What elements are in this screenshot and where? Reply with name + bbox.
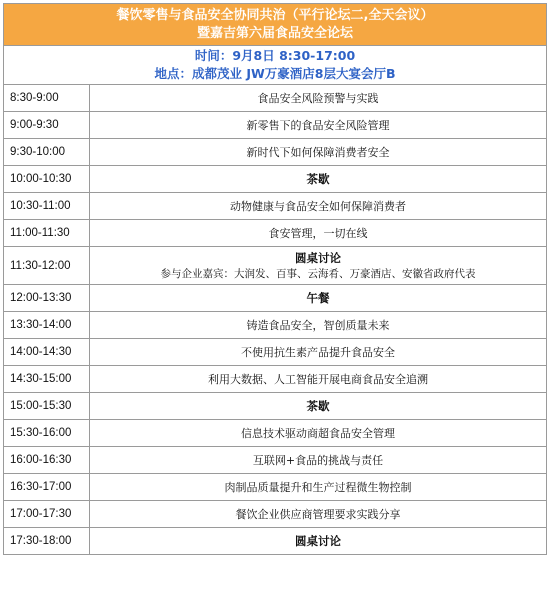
slot-time: 15:30-16:00	[4, 420, 90, 447]
schedule-row	[4, 501, 547, 528]
slot-topic: 新时代下如何保障消费者安全	[90, 139, 547, 166]
agenda-table	[3, 3, 547, 555]
slot-topic: 圆桌讨论	[295, 251, 341, 265]
schedule-row	[4, 312, 547, 339]
schedule-row	[4, 85, 547, 112]
schedule-row	[4, 112, 547, 139]
schedule-row	[4, 447, 547, 474]
schedule-row	[4, 420, 547, 447]
slot-topic: 动物健康与食品安全如何保障消费者	[90, 193, 547, 220]
info-row	[4, 46, 547, 85]
slot-topic: 圆桌讨论	[90, 528, 547, 555]
slot-time: 10:00-10:30	[4, 166, 90, 193]
slot-topic: 不使用抗生素产品提升食品安全	[90, 339, 547, 366]
header-row	[4, 4, 547, 46]
schedule-row	[4, 139, 547, 166]
event-info	[4, 46, 547, 85]
schedule-row-panel	[4, 528, 547, 555]
slot-time: 9:30-10:00	[4, 139, 90, 166]
slot-time: 11:00-11:30	[4, 220, 90, 247]
slot-topic: 互联网+食品的挑战与责任	[90, 447, 547, 474]
slot-time: 11:30-12:00	[4, 247, 90, 285]
schedule-row	[4, 339, 547, 366]
panel-guests: 参与企业嘉宾：大润发、百事、云海肴、万豪酒店、安徽省政府代表	[160, 268, 476, 280]
schedule-row-break	[4, 393, 547, 420]
slot-topic: 利用大数据、人工智能开展电商食品安全追溯	[90, 366, 547, 393]
slot-topic: 茶歇	[90, 393, 547, 420]
slot-time: 13:30-14:00	[4, 312, 90, 339]
slot-time: 12:00-13:30	[4, 285, 90, 312]
slot-time: 16:00-16:30	[4, 447, 90, 474]
schedule-row	[4, 366, 547, 393]
schedule-row-panel	[4, 247, 547, 285]
slot-topic: 信息技术驱动商超食品安全管理	[90, 420, 547, 447]
schedule-row	[4, 474, 547, 501]
slot-time: 9:00-9:30	[4, 112, 90, 139]
forum-title-line2: 暨嘉吉第六届食品安全论坛	[197, 26, 354, 41]
event-location: 地点：成都茂业 JW万豪酒店8层大宴会厅B	[154, 66, 396, 81]
slot-time: 17:30-18:00	[4, 528, 90, 555]
slot-topic: 新零售下的食品安全风险管理	[90, 112, 547, 139]
forum-title	[4, 4, 547, 46]
schedule-row-break	[4, 285, 547, 312]
slot-topic: 食品安全风险预警与实践	[90, 85, 547, 112]
slot-time: 16:30-17:00	[4, 474, 90, 501]
slot-topic: 餐饮企业供应商管理要求实践分享	[90, 501, 547, 528]
slot-topic-cell	[90, 247, 547, 285]
event-time: 时间：9月8日 8:30-17:00	[194, 48, 356, 63]
slot-time: 10:30-11:00	[4, 193, 90, 220]
schedule-row-break	[4, 166, 547, 193]
slot-topic: 肉制品质量提升和生产过程微生物控制	[90, 474, 547, 501]
schedule-row	[4, 220, 547, 247]
slot-topic: 午餐	[90, 285, 547, 312]
schedule-row	[4, 193, 547, 220]
agenda-sheet	[3, 3, 546, 555]
slot-topic: 食安管理，一切在线	[90, 220, 547, 247]
slot-time: 17:00-17:30	[4, 501, 90, 528]
slot-time: 15:00-15:30	[4, 393, 90, 420]
slot-time: 14:30-15:00	[4, 366, 90, 393]
forum-title-line1: 餐饮零售与食品安全协同共治（平行论坛二,全天会议）	[116, 8, 434, 23]
slot-time: 14:00-14:30	[4, 339, 90, 366]
slot-topic: 铸造食品安全，智创质量未来	[90, 312, 547, 339]
slot-time: 8:30-9:00	[4, 85, 90, 112]
slot-topic: 茶歇	[90, 166, 547, 193]
